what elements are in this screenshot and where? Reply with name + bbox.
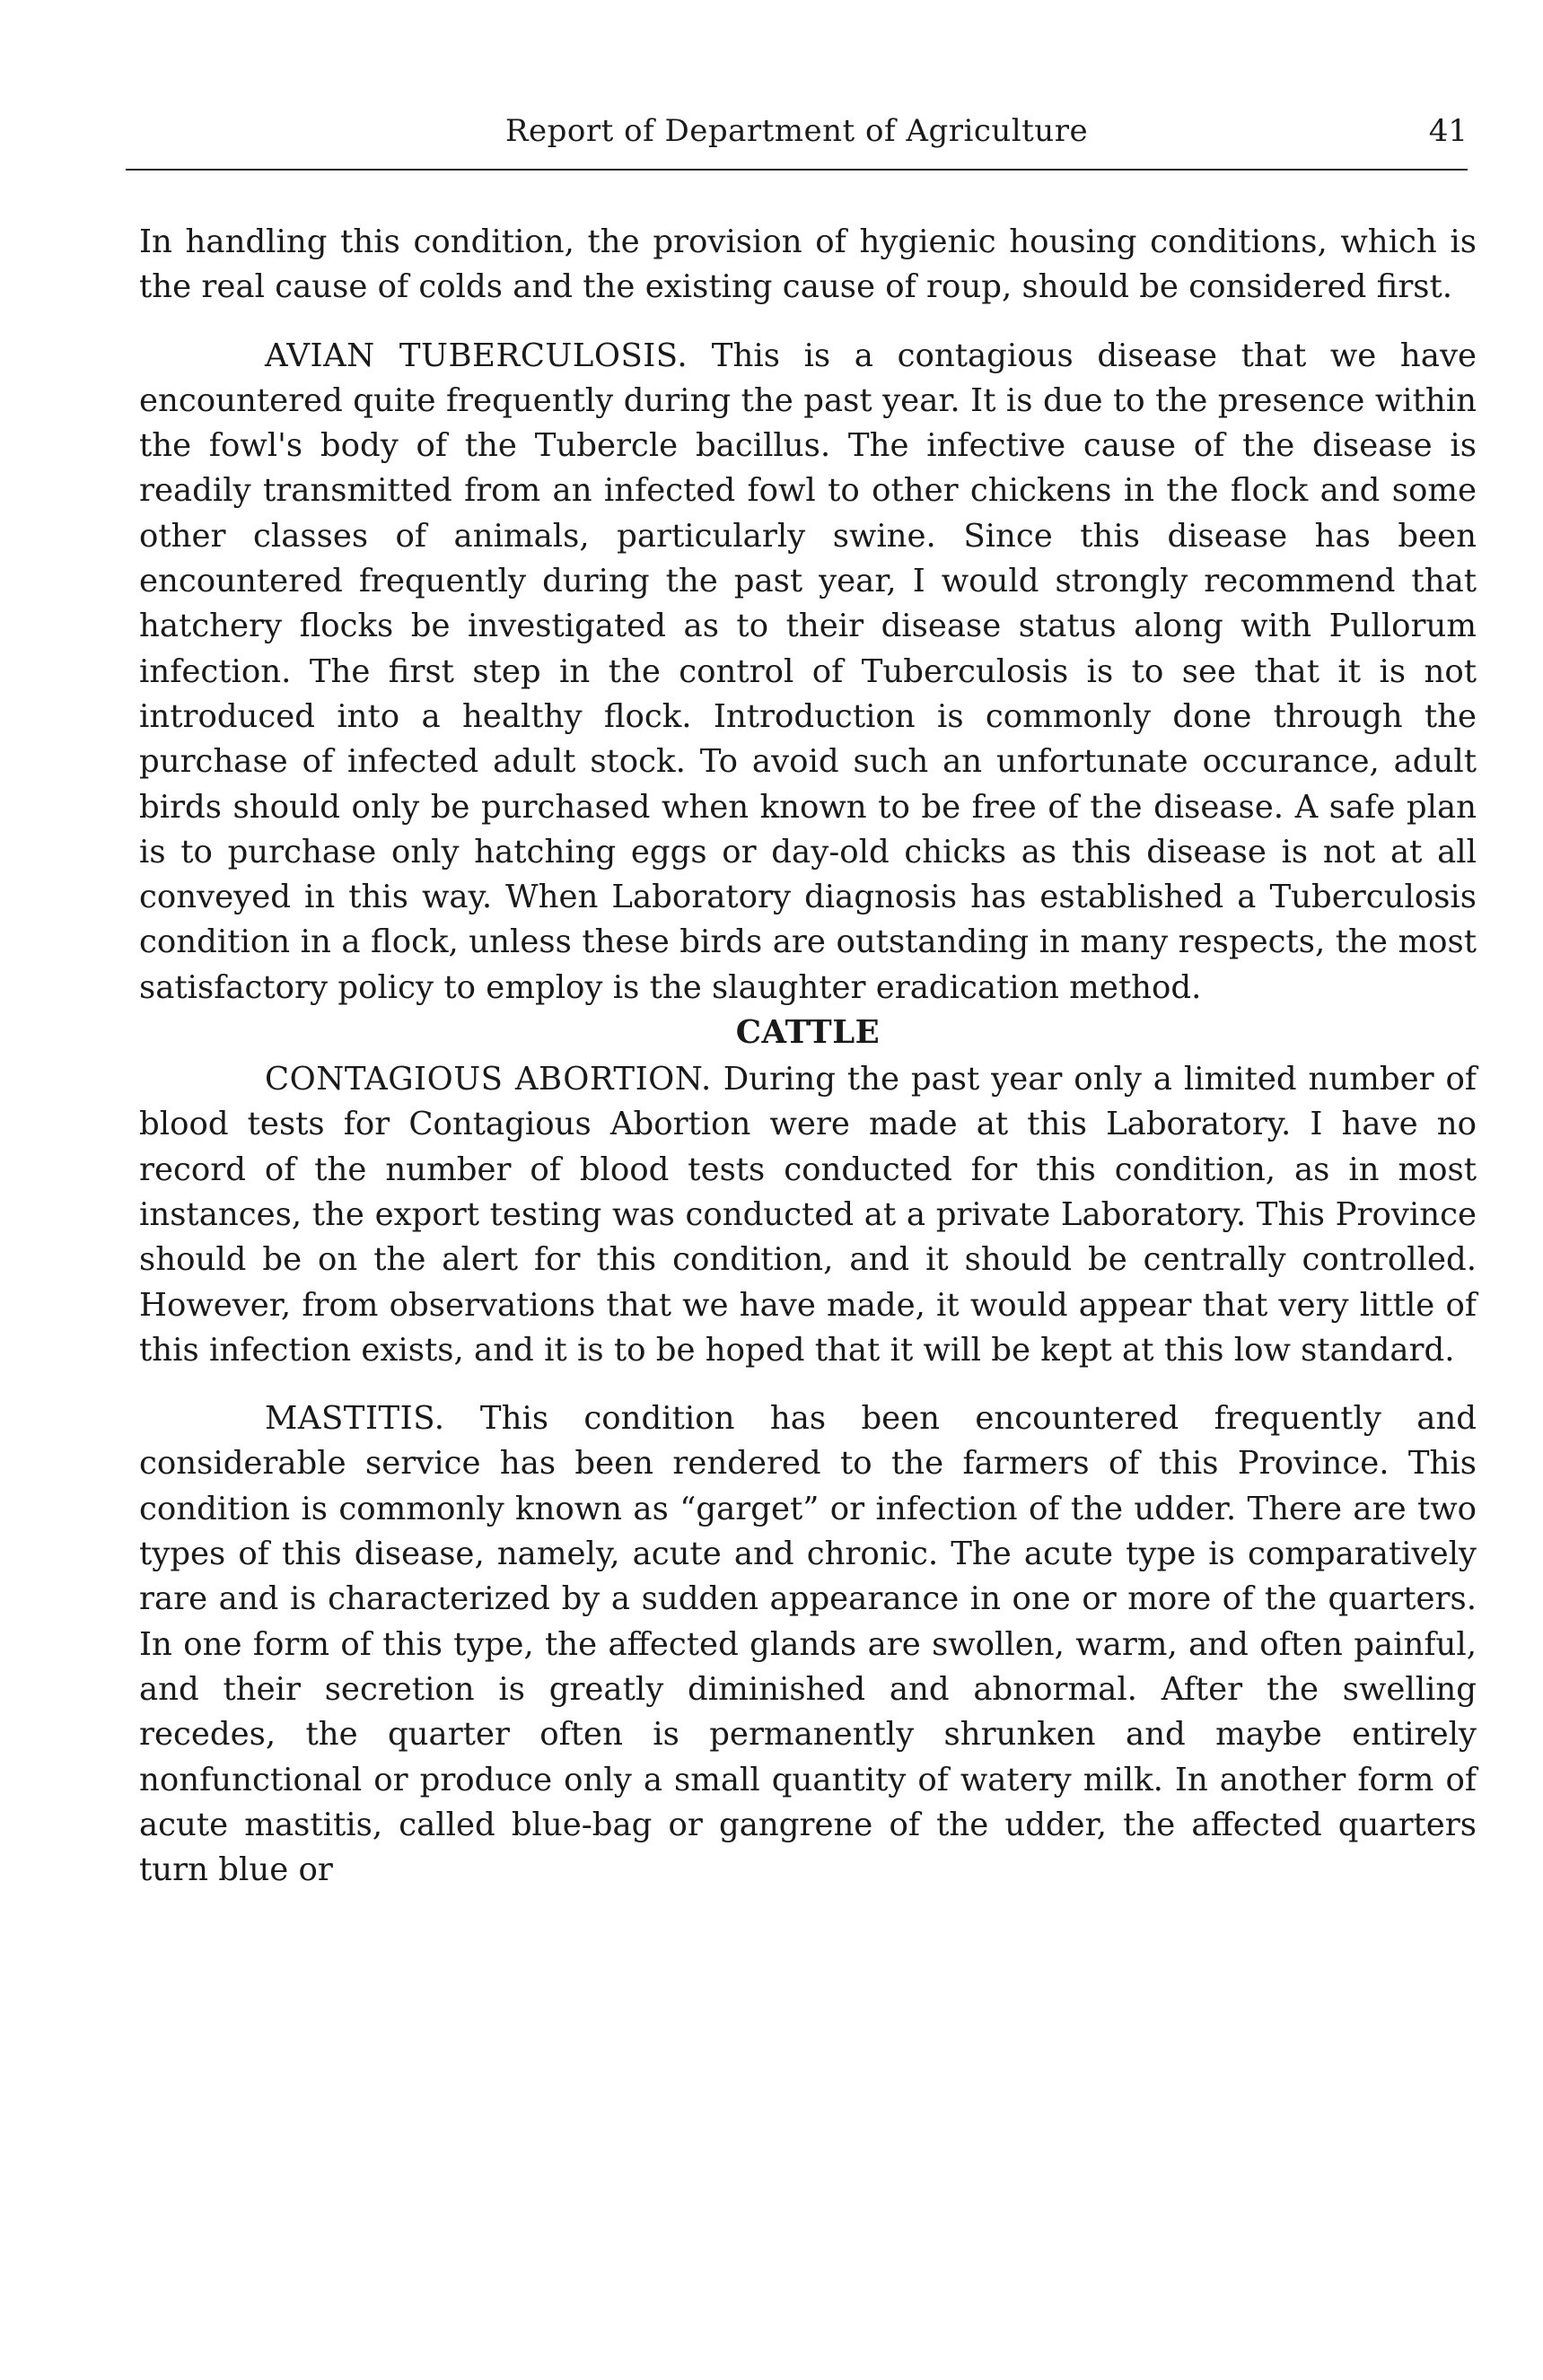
- paragraph-lead-heading: AVIAN TUBERCULOSIS.: [265, 337, 688, 374]
- paragraph-text: In handling this condition, the provision of hygienic housing conditions, which is the real cause of colds and the existing cause of roup, should be considered first.: [139, 223, 1477, 306]
- paragraph-lead-heading: MASTITIS.: [265, 1400, 445, 1438]
- paragraph-text: During the past year only a limited number of blood tests for Contagious Abortion were made at this Laboratory. I have no record of the number of blood tests conducted for this condition, as in most instances, the export testing was conducted at a private Laboratory. This Province should be on the alert for this condition, and it should be centrally controlled. However, from observations that we have made, it would appear that very little of this infection exists, and it is to be hoped that it will be kept at this low standard.: [139, 1061, 1477, 1369]
- running-header: [126, 106, 1468, 171]
- section-heading-cattle: CATTLE: [735, 1014, 881, 1052]
- paragraph-avian-tuberculosis: [139, 334, 1477, 1011]
- paragraph-roup-housing: [139, 220, 1477, 311]
- paragraph-lead-heading: CONTAGIOUS ABORTION.: [265, 1061, 712, 1098]
- running-title: Report of Department of Agriculture: [504, 113, 1089, 149]
- paragraph-contagious-abortion: [139, 1057, 1477, 1373]
- page-number: 41: [1428, 113, 1468, 149]
- body-text: [139, 220, 1477, 1916]
- paragraph-text: This is a contagious disease that we have encountered quite frequently during the past year. It is due to the presence within the fowl's body of the Tubercle bacillus. The infective cause of the disease is readily transmitted from an infected fowl to other chickens in the flock and some other classes of animals, particularly swine. Since this disease has been encountered frequently during the past year, I would strongly recommend that hatchery flocks be investigated as to their disease status along with Pullorum infection. The first step in the control of Tuberculosis is to see that it is not introduced into a healthy flock. Introduction is commonly done through the purchase of infected adult stock. To avoid such an unfortunate occurance, adult birds should only be purchased when known to be free of the disease. A safe plan is to purchase only hatching eggs or day-old chicks as this disease is not at all conveyed in this way. When Laboratory diagnosis has established a Tuberculosis condition in a flock, unless these birds are outstanding in many respects, the most satisfactory policy to employ is the slaughter eradication method.: [139, 337, 1477, 1006]
- paragraph-text: This condition has been encountered frequently and considerable service has been rendered to the farmers of this Province. This condition is commonly known as “garget” or infection of the udder. There are two types of this disease, namely, acute and chronic. The acute type is comparatively rare and is characterized by a sudden appearance in one or more of the quarters. In one form of this type, the affected glands are swollen, warm, and often painful, and their secretion is greatly diminished and abnormal. After the swelling recedes, the quarter often is permanently shrunken and maybe entirely nonfunctional or produce only a small quantity of watery milk. In another form of acute mastitis, called blue-bag or gangrene of the udder, the affected quarters turn blue or: [139, 1400, 1477, 1889]
- paragraph-mastitis: [139, 1396, 1477, 1893]
